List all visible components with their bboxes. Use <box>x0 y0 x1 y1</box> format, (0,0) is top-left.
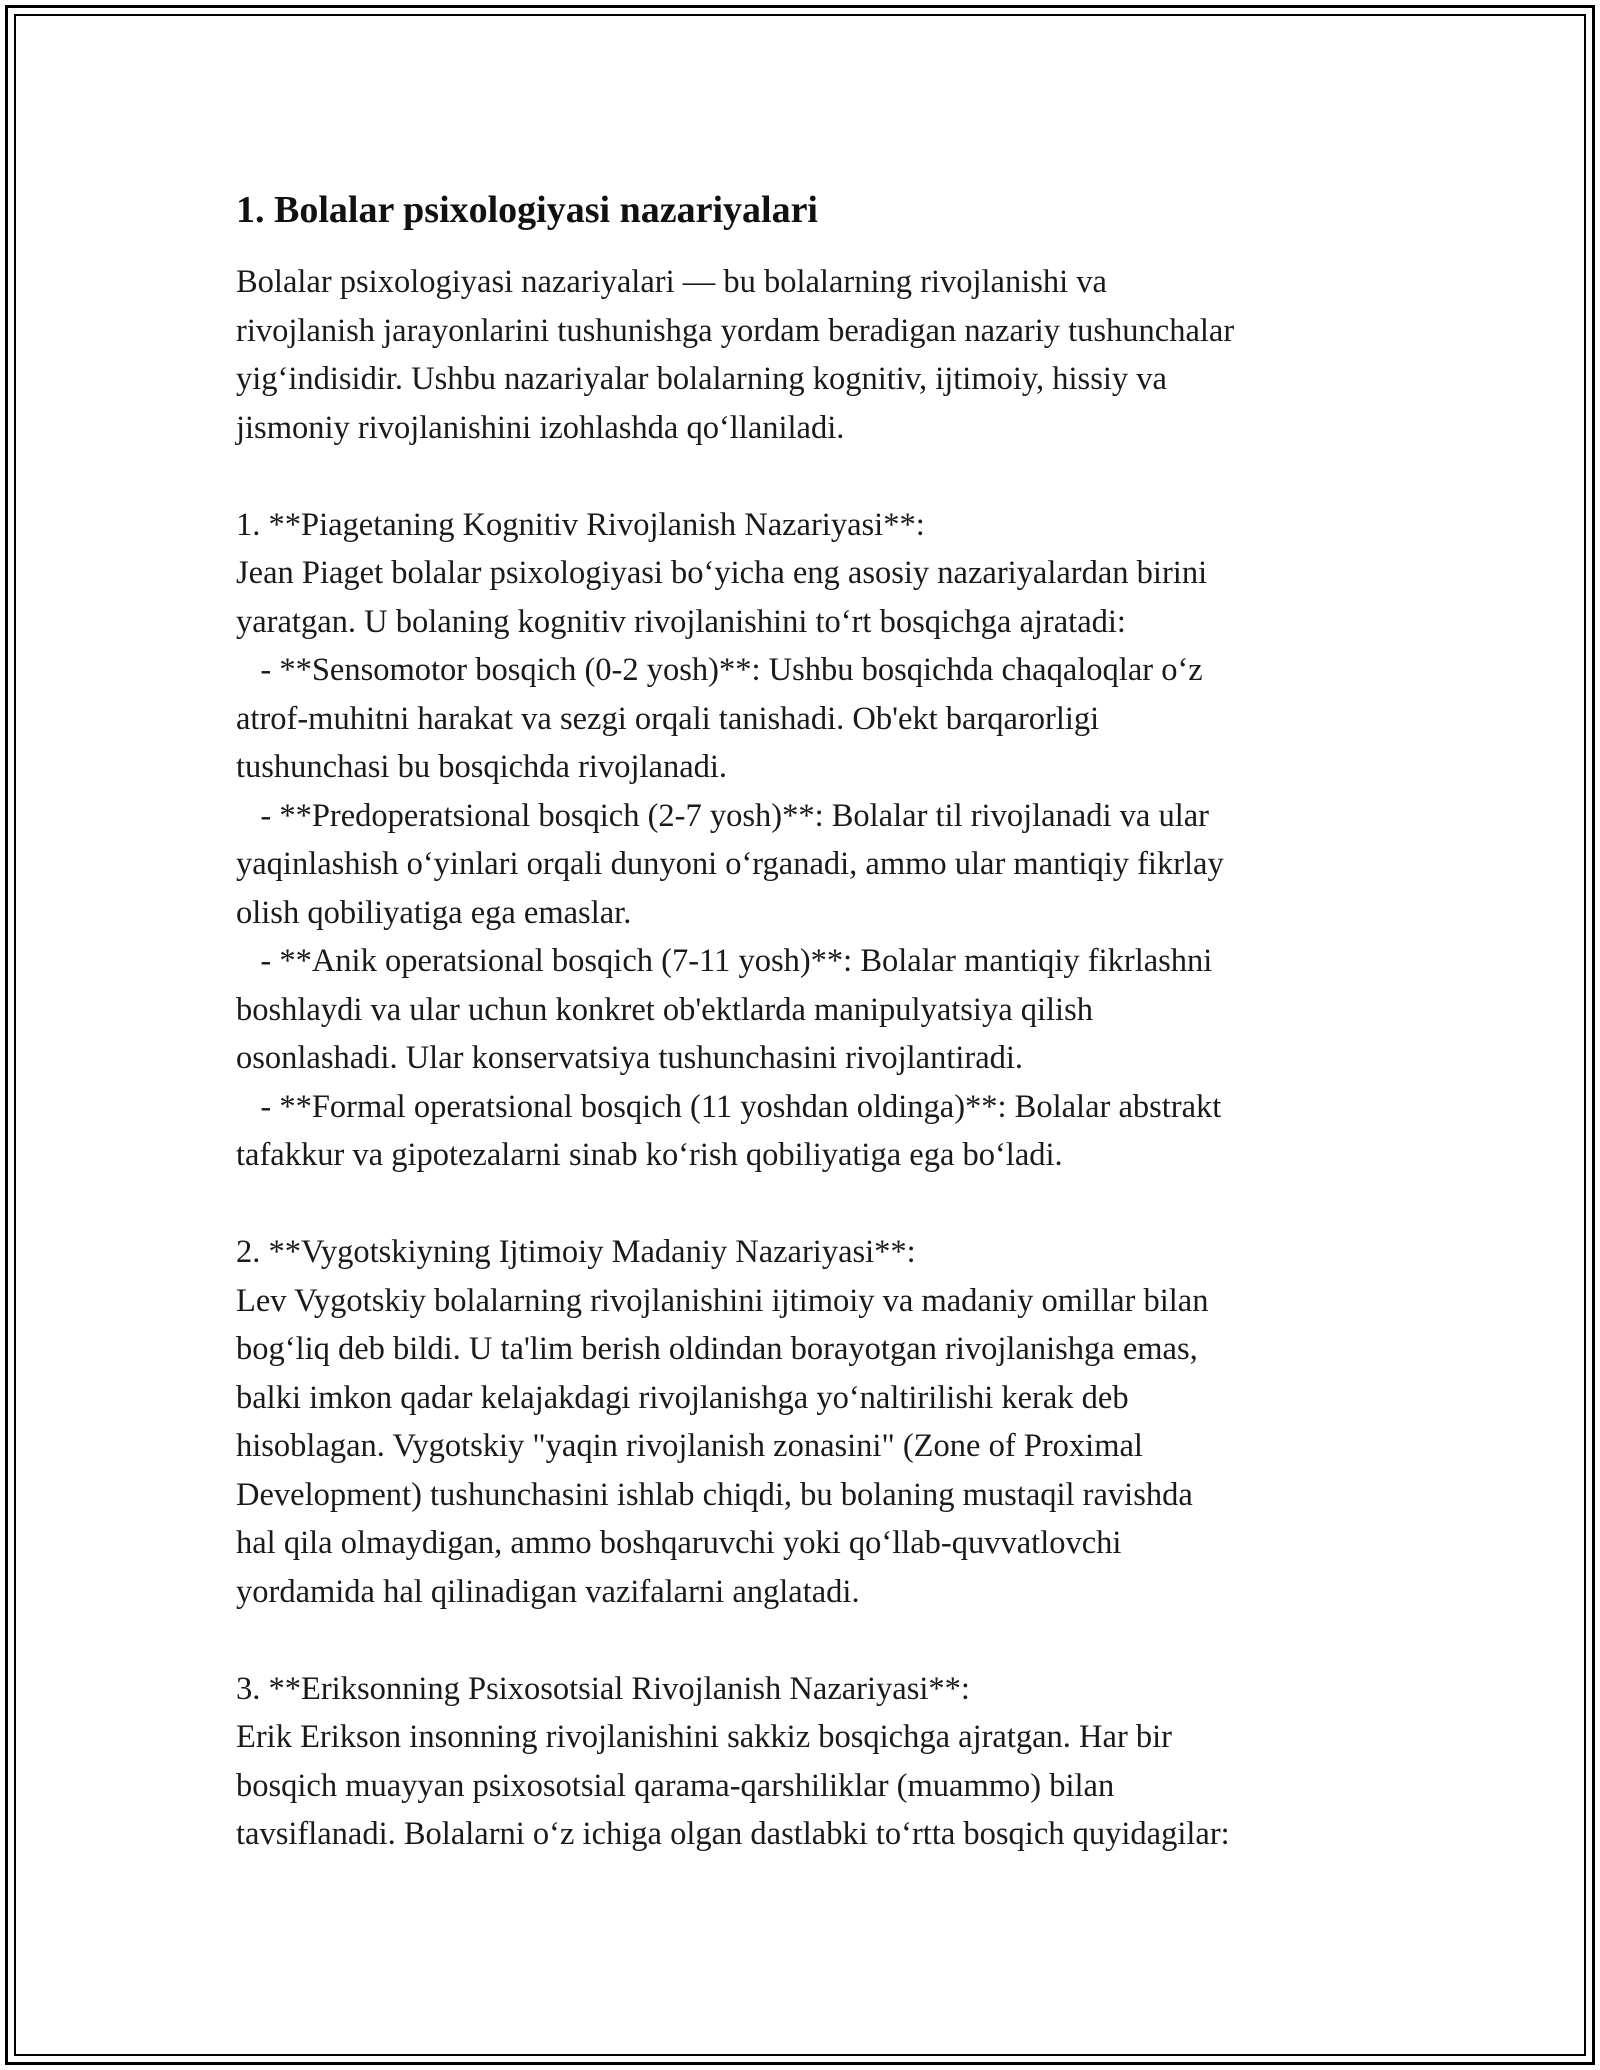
section-body: Lev Vygotskiy bolalarning rivojlanishini ijtimoiy va madaniy omillar bilan bog‘liq deb bildi. U ta'lim berish oldindan borayotgan rivojlanishga emas, balki imkon qadar kelajakdagi rivojlanishga yo‘naltirilishi kerak deb hisoblagan. Vygotskiy "yaqin rivojlanish zonasini" (Zone of Proximal Development) tushunchasini ishlab chiqdi, bu bolaning mustaqil ravishda hal qila olmaydigan, ammo boshqaruvchi yoki qo‘llab-quvvatlovchi yordamida hal qilinadigan vazifalarni anglatadi. <box>236 1282 1209 1610</box>
section-body: Erik Erikson insonning rivojlanishini sakkiz bosqichga ajratgan. Har bir bosqich muayyan psixosotsial qarama-qarshiliklar (muammo) bilan tavsiflanadi. Bolalarni o‘z ichiga olgan dastlabki to‘rtta bosqich quyidagilar: <box>236 1719 1230 1852</box>
spacer <box>236 452 1396 501</box>
section-heading: 2. **Vygotskiyning Ijtimoiy Madaniy Nazariyasi**: <box>236 1234 916 1270</box>
section-heading: 1. **Piagetaning Kognitiv Rivojlanish Nazariyasi**: <box>236 506 925 543</box>
document-title: 1. Bolalar psixologiyasi nazariyalari <box>236 189 818 231</box>
document-page <box>236 186 1396 1859</box>
stage-item: - **Predoperatsional bosqich (2-7 yosh)**: Bolalar til rivojlanadi va ular yaqinlashish o‘yinlari orqali dunyoni o‘rganadi, ammo ular mantiqiy fikrlay olish qobiliyatiga ega emaslar. <box>236 797 1224 931</box>
stage-item: - **Anik operatsional bosqich (7-11 yosh)**: Bolalar mantiqiy fikrlashni boshlaydi va ular uchun konkret ob'ektlarda manipulyatsiya qilish osonlashadi. Ular konservatsiya tushunchasini rivojlantiradi. <box>236 943 1213 1076</box>
section-body: Jean Piaget bolalar psixologiyasi bo‘yicha eng asosiy nazariyalardan birini yaratgan. U bolaning kognitiv rivojlanishini to‘rt bosqichga ajratadi: <box>236 555 1208 640</box>
stage-item: - **Formal operatsional bosqich (11 yoshdan oldinga)**: Bolalar abstrakt tafakkur va gipotezalarni sinab ko‘rish qobiliyatiga ega bo‘ladi. <box>236 1088 1222 1173</box>
intro-paragraph: Bolalar psixologiyasi nazariyalari — bu bolalarning rivojlanishi va rivojlanish jarayonlarini tushunishga yordam beradigan nazariy tushunchalar yig‘indisidir. Ushbu nazariyalar bolalarning kognitiv, ijtimoiy, hissiy va jismoniy rivojlanishini izohlashda qo‘llaniladi. <box>236 264 1235 446</box>
spacer <box>236 1180 1396 1229</box>
spacer <box>236 1616 1396 1665</box>
stage-item: - **Sensomotor bosqich (0-2 yosh)**: Ushbu bosqichda chaqaloqlar o‘z atrof-muhitni harakat va sezgi orqali tanishadi. Ob'ekt barqarorligi tushunchasi bu bosqichda rivojlanadi. <box>236 652 1203 785</box>
section-heading: 3. **Eriksonning Psixosotsial Rivojlanish Nazariyasi**: <box>236 1670 970 1707</box>
